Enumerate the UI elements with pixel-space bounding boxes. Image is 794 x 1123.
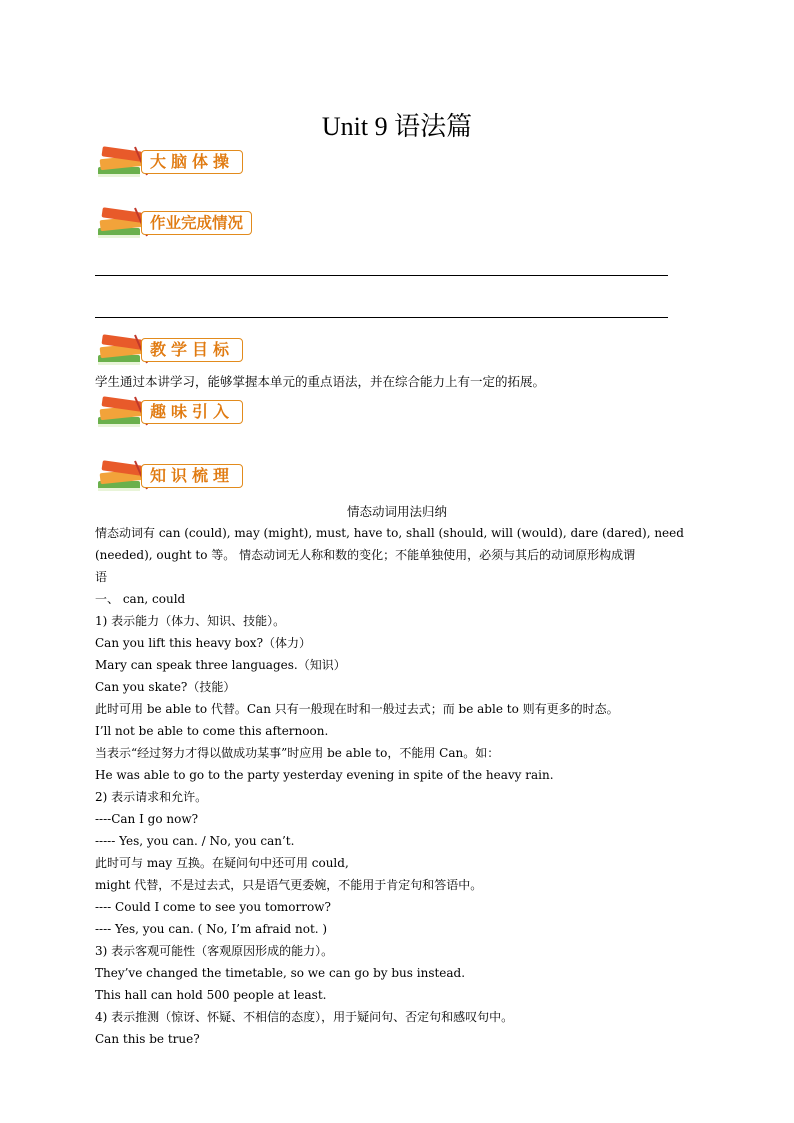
text-line: He was able to go to the party yesterday evening in spite of the heavy rain.: [95, 768, 554, 782]
badge-warmup: [95, 145, 260, 181]
text-line: 1) 表示能力（体力、知识、技能）。: [95, 614, 286, 628]
badge-intro: [95, 395, 260, 431]
badge-label: 趣味引入: [141, 400, 243, 424]
answer-line: [95, 275, 668, 276]
text-line: 3) 表示客观可能性（客观原因形成的能力）。: [95, 944, 334, 958]
text-line: might 代替，不是过去式，只是语气更委婉，不能用于肯定句和答语中。: [95, 878, 483, 892]
text-line: ---- Could I come to see you tomorrow?: [95, 900, 331, 914]
badge-goal: [95, 333, 260, 369]
goal-text: 学生通过本讲学习，能够掌握本单元的重点语法，并在综合能力上有一定的拓展。: [95, 374, 546, 389]
text-line: Mary can speak three languages.（知识）: [95, 658, 346, 672]
badge-label: 知识梳理: [141, 464, 243, 488]
text-line: 语: [95, 570, 108, 584]
badge-homework: [95, 206, 260, 242]
text-line: Can you lift this heavy box?（体力）: [95, 636, 312, 650]
text-line: This hall can hold 500 people at least.: [95, 988, 327, 1002]
badge-knowledge: [95, 459, 260, 495]
answer-line: [95, 317, 668, 318]
page-title: Unit 9 语法篇: [321, 112, 473, 141]
text-line: 4) 表示推测（惊讶、怀疑、不相信的态度），用于疑问句、否定句和感叹句中。: [95, 1010, 514, 1024]
text-line: 一、 can, could: [95, 592, 186, 606]
section-title: 情态动词用法归纳: [346, 504, 447, 519]
text-line: Can you skate?（技能）: [95, 680, 236, 694]
text-line: 情态动词有 can (could), may (might), must, have to, shall (should, will (would), dare (dared), need: [95, 526, 684, 540]
text-line: Can this be true?: [95, 1032, 200, 1046]
badge-label: 大脑体操: [141, 150, 243, 174]
text-line: They’ve changed the timetable, so we can go by bus instead.: [95, 966, 466, 980]
badge-label: 教学目标: [141, 338, 243, 362]
text-line: ----- Yes, you can. / No, you can’t.: [95, 834, 295, 848]
text-line: 2) 表示请求和允许。: [95, 790, 208, 804]
badge-label: 作业完成情况: [141, 211, 252, 235]
text-line: (needed), ought to 等。 情态动词无人称和数的变化；不能单独使用，必须与其后的动词原形构成谓: [95, 548, 636, 562]
text-line: ---- Yes, you can. ( No, I’m afraid not. ): [95, 922, 328, 936]
text-line: 此时可与 may 互换。在疑问句中还可用 could,: [95, 856, 349, 870]
text-line: ----Can I go now?: [95, 812, 199, 826]
text-line: 当表示“经过努力才得以做成功某事”时应用 be able to，不能用 Can。如：: [95, 746, 500, 760]
text-line: I’ll not be able to come this afternoon.: [95, 724, 329, 738]
text-line: 此时可用 be able to 代替。Can 只有一般现在时和一般过去式；而 be able to 则有更多的时态。: [95, 702, 619, 716]
